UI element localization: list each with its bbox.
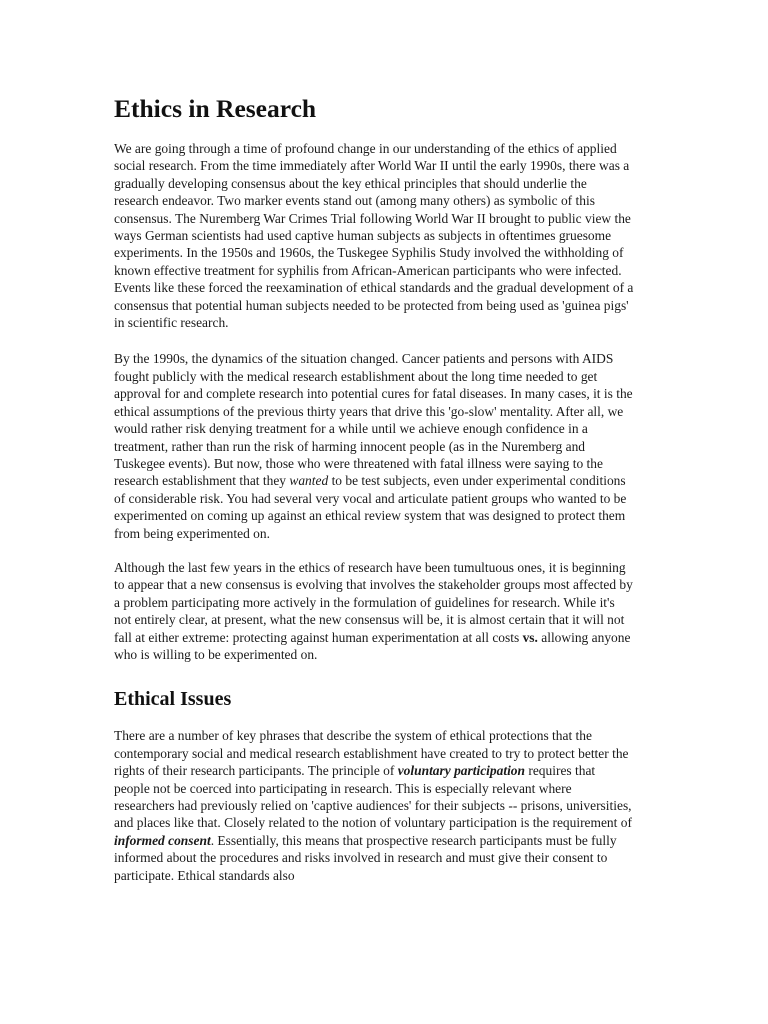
paragraph-consensus-text-a: Although the last few years in the ethics of research have been tumultuous ones, it is beginning to appear that a new consensus is evolving that involves the stakeholder groups most affected by a problem participating more actively in the formulation of guidelines for research. While it's not entirely clear, at present, what the new consensus will be, it is almost certain that it will not fall at either extreme: protecting against human experimentation at all costs xyxy=(114,559,633,645)
paragraph-ethical-issues xyxy=(114,727,634,884)
paragraph-1990s-text-a: By the 1990s, the dynamics of the situation changed. Cancer patients and persons with AIDS fought publicly with the medical research establishment about the long time needed to get approval for and complete research into potential cures for fatal diseases. In many cases, it is the ethical assumptions of the previous thirty years that drive this 'go-slow' mentality. After all, we would rather risk denying treatment for a while until we achieve enough confidence in a treatment, rather than run the risk of harming innocent people (as in the Nuremberg and Tuskegee events). But now, those who were threatened with fatal illness were saying to the research establishment that they xyxy=(114,351,633,489)
page-title: Ethics in Research xyxy=(114,94,317,123)
paragraph-1990s xyxy=(114,350,634,541)
paragraph-intro-text: We are going through a time of profound change in our understanding of the ethics of applied social research. From the time immediately after World War II until the early 1990s, there was a gradually developing consensus about the key ethical principles that should underlie the research endeavor. Two marker events stand out (among many others) as symbolic of this consensus. The Nuremberg War Crimes Trial following World War II brought to public view the ways German scientists had used captive human subjects as subjects in oftentimes gruesome experiments. In the 1950s and 1960s, the Tuskegee Syphilis Study involved the withholding of known effective treatment for syphilis from African-American participants who were infected. Events like these forced the reexamination of ethical standards and the gradual development of a consensus that potential human subjects needed to be protected from being used as 'guinea pigs' in scientific research. xyxy=(114,141,634,331)
paragraph-ethical-issues-text-b: requires that people not be coerced into participating in research. This is especially relevant where researchers had previously relied on 'captive audiences' for their subjects -- prisons, universities, and places like that. Closely related to the notion of voluntary participation is the requirement of xyxy=(114,763,632,831)
paragraph-1990s-text-b: to be test subjects, even under experimental conditions of considerable risk. You had several very vocal and articulate patient groups who wanted to be experimented on coming up against an ethical review system that was designed to protect them from being experimented on. xyxy=(114,473,627,541)
paragraph-consensus xyxy=(114,559,634,663)
paragraph-ethical-issues-text-a: There are a number of key phrases that describe the system of ethical protections that the contemporary social and medical research establishment have created to try to protect better the rights of their research participants. The principle of xyxy=(114,728,629,779)
paragraph-ethical-issues-text-c: . Essentially, this means that prospective research participants must be fully informed about the procedures and risks involved in research and must give their consent to participate. Ethical standards also xyxy=(114,832,617,883)
emphasis-vs: vs. xyxy=(522,629,538,645)
term-voluntary-participation: voluntary participation xyxy=(397,763,525,779)
term-informed-consent: informed consent xyxy=(114,832,211,848)
paragraph-intro xyxy=(114,140,634,331)
section-heading-ethical-issues: Ethical Issues xyxy=(114,688,232,711)
paragraph-consensus-text-b: allowing anyone who is willing to be experimented on. xyxy=(114,629,631,662)
emphasis-wanted: wanted xyxy=(289,473,329,489)
document-page xyxy=(114,94,634,901)
